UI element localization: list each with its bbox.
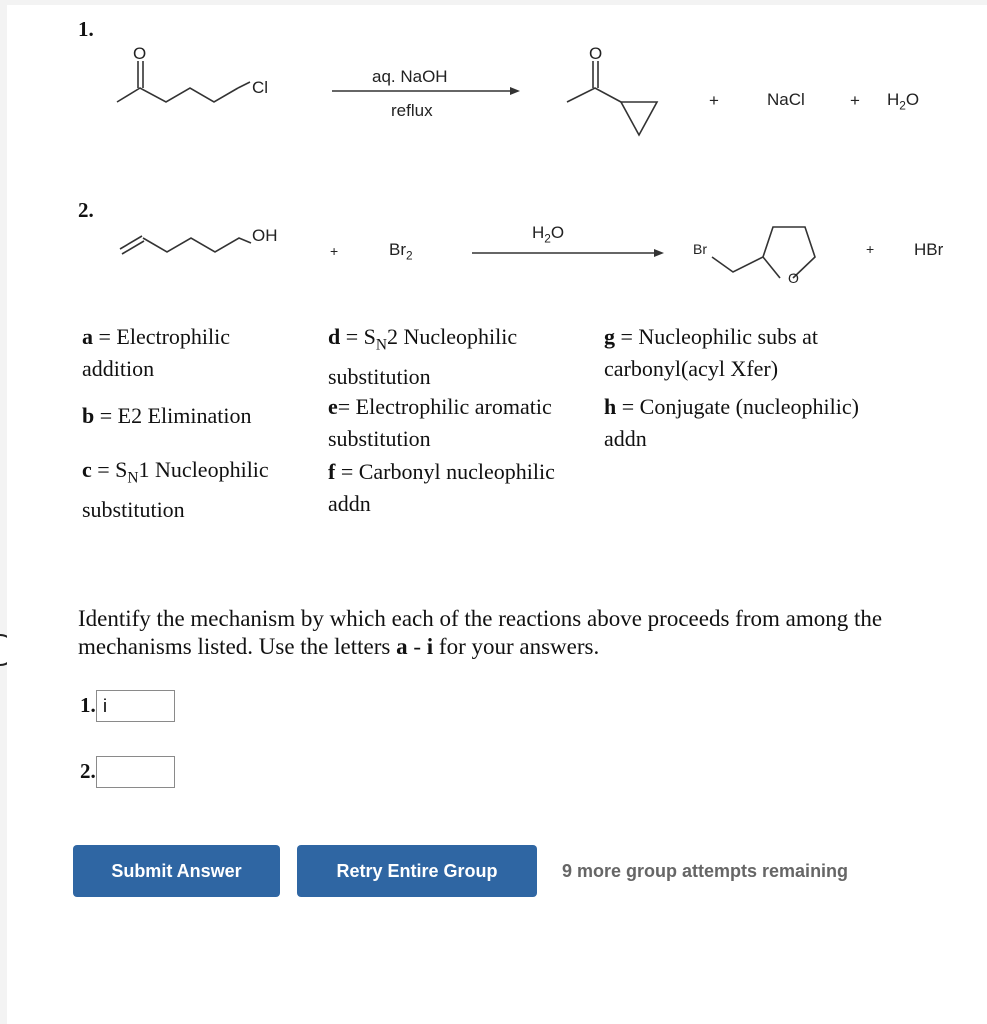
reaction2-arrow	[472, 247, 667, 259]
reaction2-plus-2: +	[866, 241, 875, 257]
mechanism-b: b = E2 Elimination	[82, 403, 252, 428]
reaction2-plus-1: +	[330, 243, 339, 259]
mechanism-a: a = Electrophilic addition	[82, 324, 231, 381]
reaction2-byproduct-hbr: HBr	[914, 240, 944, 259]
mechanism-c: $c = S_N1$ Nucleophilic substitution	[82, 457, 269, 523]
reaction1-number: 1.	[78, 17, 94, 41]
mechanism-h: h = Conjugate (nucleophilic) addn	[604, 394, 859, 451]
answer-1-input[interactable]	[96, 690, 175, 722]
question-card	[7, 5, 987, 1024]
reaction1-byproduct-water: $H_2O$	[887, 90, 920, 113]
mechanism-e: e= Electrophilic aromatic substitution	[328, 394, 552, 451]
reaction2-solvent-water: $H_2O$	[532, 223, 565, 246]
reaction2-hydroxyl-label: OH	[252, 226, 278, 245]
reaction1-chloro-label: Cl	[252, 78, 269, 97]
reaction1-reagent-top: aq. NaOH	[372, 67, 448, 86]
reaction1-product-oxygen: O	[589, 44, 603, 63]
reaction1-byproduct-nacl: NaCl	[767, 90, 805, 109]
instructions-text: Identify the mechanism by which each of the reactions above proceeds from among the mechanisms listed. Use the letters a - i for your answers.	[78, 606, 883, 659]
mechanism-f: f = Carbonyl nucleophilic addn	[328, 459, 555, 516]
answer-2-input[interactable]	[96, 756, 175, 788]
reaction2-product-bromo-label: Br	[693, 241, 707, 257]
attempts-remaining-text: 9 more group attempts remaining	[562, 861, 849, 881]
reaction1-reagent-bottom: reflux	[391, 101, 433, 120]
reaction1-plus-2: +	[850, 91, 860, 110]
reaction2-product-structure	[697, 210, 837, 295]
submit-answer-button[interactable]: Submit Answer	[73, 845, 280, 897]
answer-2-label: 2.	[80, 759, 96, 783]
mechanism-g: g = Nucleophilic subs at carbonyl(acyl Xfer)	[604, 324, 819, 381]
answer-1-label: 1.	[80, 693, 96, 717]
reaction2-reagent-bromine: $Br_2$	[389, 240, 413, 263]
reaction1-product-structure	[557, 35, 677, 145]
reaction1-arrow	[332, 85, 522, 97]
retry-group-button[interactable]: Retry Entire Group	[297, 845, 537, 897]
reaction1-plus-1: +	[709, 91, 719, 110]
mechanism-d: $d = S_N2$ Nucleophilic substitution	[328, 324, 518, 390]
reaction2-number: 2.	[78, 198, 94, 222]
reaction2-product-oxygen: O	[788, 270, 799, 286]
reaction1-ketone-oxygen: O	[133, 44, 147, 63]
